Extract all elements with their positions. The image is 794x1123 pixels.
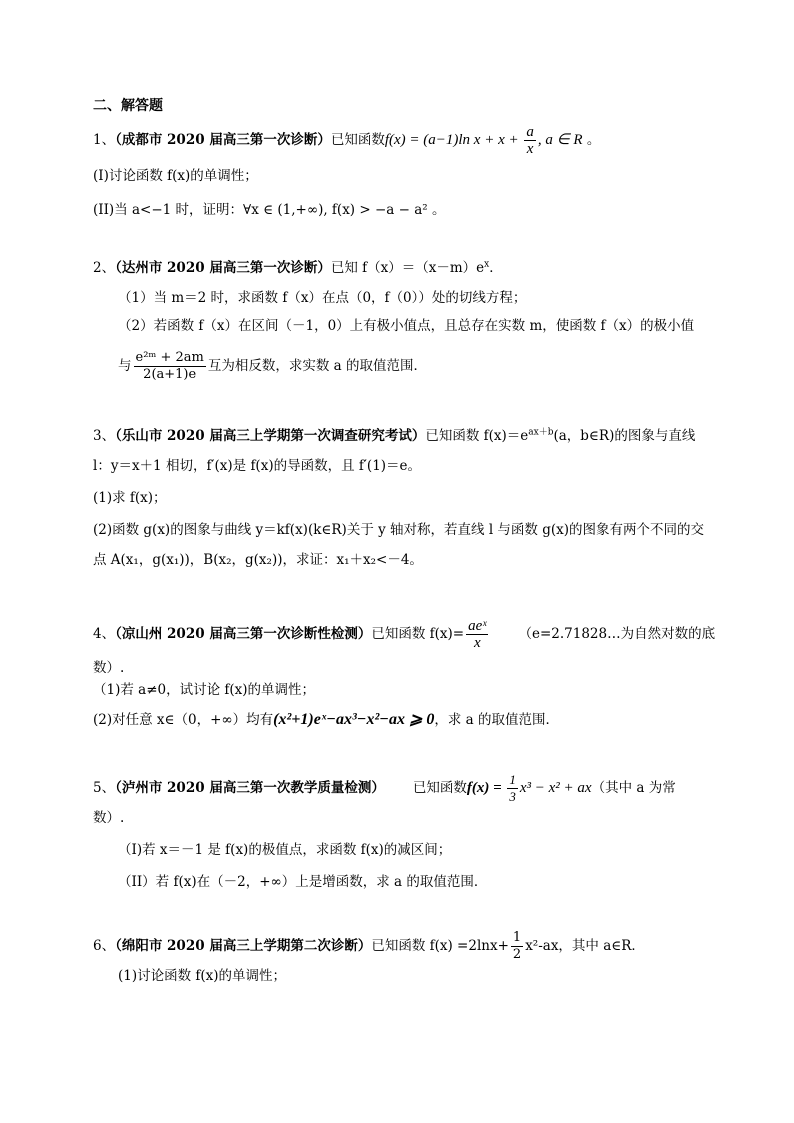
problem-3-stem: 3、（乐山市 2020 届高三上学期第一次调查研究考试）已知函数 $f(x)=e^{ax+b}(a$，b∈R)的图象与直线 [93,427,696,444]
problem-3-line-2: l：y＝x＋1 相切，f′(x)是 f(x)的导函数，且 f′(1)＝e。 [93,458,422,474]
problem-5-line-2: 数）. [93,810,125,826]
problem-5-part-2: （II）若 f(x)在（－2，+∞）上是增函数，求 a 的取值范围． [118,874,488,890]
problem-6-part-1: (1)讨论函数 f(x)的单调性； [118,968,287,984]
problem-3-part-2-cont: 点 A(x₁，g(x₁))，B(x₂，g(x₂))，求证：x₁＋x₂<－4。 [93,552,423,568]
problem-2-part-2-cont: 与 $\frac{\text{e²ᵐ + 2am}}{2(a+1)e}$ 互为相反数，求实数 a 的取值范围． [118,350,428,382]
problem-2-part-1: （1）当 m＝2 时，求函数 f（x）在点（0，f（0））处的切线方程； [118,290,527,306]
problem-3-part-1: (1)求 f(x)； [93,490,167,506]
fraction: $\frac{1}{3}$ [509,772,516,804]
problem-1-stem: 1、（成都市 2020 届高三第一次诊断）已知函数f(x) = (a−1)ln x + x + $\frac{a}{x}$ , a ∈ R 。 [93,124,601,157]
problem-number: 1、 [93,132,116,148]
formula: f(x) = (a−1)ln x + x + [384,132,523,148]
fraction: $\frac{1}{2}$ [512,930,522,962]
problem-4-part-2: (2)对任意 x∈（0，+∞）均有(x²+1)eˣ−ax³−x²−ax ⩾ 0，求 a 的取值范围． [93,711,560,728]
problem-3-part-2: (2)函数 g(x)的图象与曲线 y＝kf(x)(k∈R)关于 y 轴对称，若直线 l 与函数 g(x)的图象有两个不同的交 [93,522,705,538]
problem-4-part-1: （1)若 a≠0，试讨论 f(x)的单调性； [93,682,316,698]
problem-1-part-1: (I)讨论函数 f(x)的单调性； [93,168,258,184]
problem-5-part-1: （I)若 x＝－1 是 f(x)的极值点，求函数 f(x)的减区间； [118,842,452,858]
section-heading: 二、解答题 [93,98,163,114]
fraction: $\frac{a}{x}$ [526,124,534,157]
problem-4-line-2: 数）. [93,660,125,676]
problem-1-part-2: (II)当 a<−1 时，证明：∀x ∈ (1,+∞), f(x) > −a − a² 。 [93,202,446,218]
problem-4-stem: 4、（凉山州 2020 届高三第一次诊断性检测）已知函数 f(x)= $\frac{\text{aeˣ}}{x}$ （e=2.71828…为自然对数的底 [93,618,716,651]
fraction: $\frac{\text{aeˣ}}{x}$ [468,618,487,651]
fraction: $\frac{\text{e²ᵐ + 2am}}{2(a+1)e}$ [135,350,204,382]
problem-6-stem: 6、（绵阳市 2020 届高三上学期第二次诊断）已知函数 f(x) =2lnx+ $\frac{1}{2}$ x²-ax，其中 a∈R． [93,930,645,962]
problem-source: （成都市 2020 届高三第一次诊断） [115,132,331,148]
problem-5-stem: 5、（泸州市 2020 届高三第一次教学质量检测） 已知函数f(x) = $\frac{1}{3}$ x³ − x² + ax（其中 a 为常 [93,772,676,804]
problem-stem: 已知函数 [330,132,385,148]
problem-2-part-2: （2）若函数 f（x）在区间（－1，0）上有极小值点，且总存在实数 m，使函数 f（x）的极小值 [118,318,695,334]
inequality: (x²+1)eˣ−ax³−x²−ax ⩾ 0 [273,711,435,728]
problem-2-stem: 2、（达州市 2020 届高三第一次诊断）已知 $f(x)=(x-m)e^x$． [93,259,503,276]
